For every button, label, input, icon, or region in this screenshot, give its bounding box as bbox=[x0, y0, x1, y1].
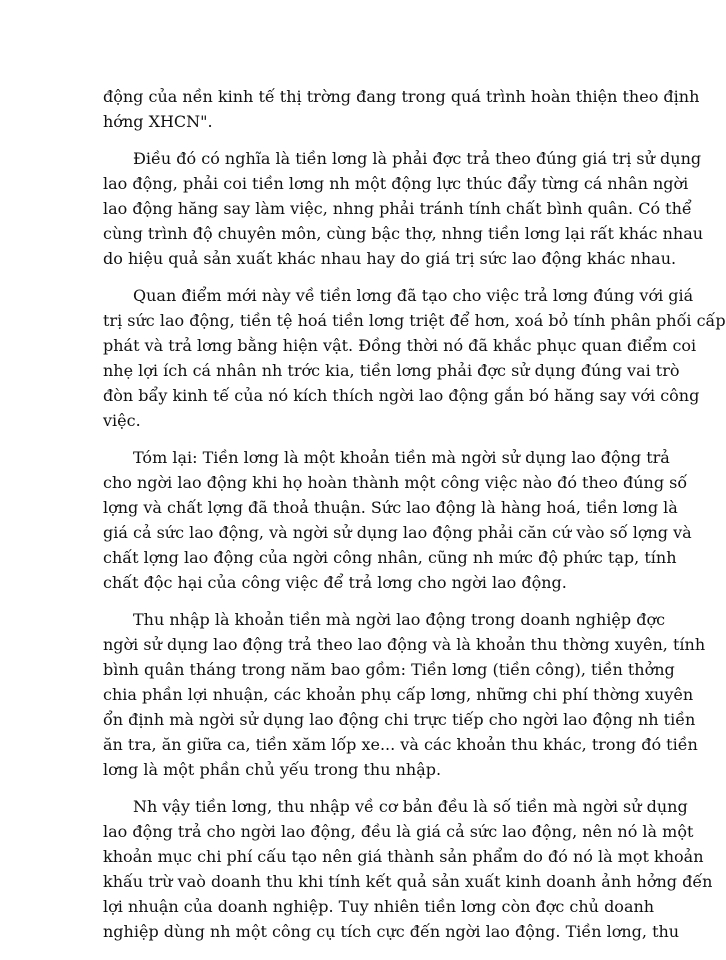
text-line: bình quân tháng trong năm bao gồm: Tiền lơng (tiền công), tiền thởng bbox=[103, 660, 675, 679]
text-line: Nh vậy tiền lơng, thu nhập về cơ bản đều là số tiền mà ngời sử dụng bbox=[133, 797, 688, 816]
text-line: việc. bbox=[103, 411, 141, 430]
paragraph-5 bbox=[103, 607, 706, 782]
text-line: hớng XHCN". bbox=[103, 112, 213, 131]
text-line: cho ngời lao động khi họ hoàn thành một công việc nào đó theo đúng số bbox=[103, 473, 688, 492]
text-line: đòn bẩy kinh tế của nó kích thích ngời lao động gắn bó hăng say với công bbox=[103, 386, 700, 405]
text-line: ổn định mà ngời sử dụng lao động chi trực tiếp cho ngời lao động nh tiền bbox=[103, 710, 696, 729]
text-line: lao động hăng say làm việc, nhng phải tránh tính chất bình quân. Có thể bbox=[103, 199, 692, 218]
text-line: ăn tra, ăn giữa ca, tiền xăm lốp xe... và các khoản thu khác, trong đó tiền bbox=[103, 735, 698, 754]
text-line: do hiệu quả sản xuất khác nhau hay do giá trị sức lao động khác nhau. bbox=[103, 249, 677, 268]
text-line: trị sức lao động, tiền tệ hoá tiền lơng triệt để hơn, xoá bỏ tính phân phối cấp bbox=[103, 311, 726, 330]
text-line: chia phần lợi nhuận, các khoản phụ cấp lơng, những chi phí thờng xuyên bbox=[103, 685, 694, 704]
text-line: Tóm lại: Tiền lơng là một khoản tiền mà ngời sử dụng lao động trả bbox=[133, 448, 670, 467]
text-line: lao động, phải coi tiền lơng nh một động lực thúc đẩy từng cá nhân ngời bbox=[103, 174, 689, 193]
text-line: động của nền kinh tế thị trờng đang trong quá trình hoàn thiện theo định bbox=[103, 87, 700, 106]
text-line: giá cả sức lao động, và ngời sử dụng lao động phải căn cứ vào số lợng và bbox=[103, 523, 692, 542]
text-line: lơng là một phần chủ yếu trong thu nhập. bbox=[103, 760, 442, 779]
text-line: phát và trả lơng bằng hiện vật. Đồng thời nó đã khắc phục quan điểm coi bbox=[103, 336, 697, 355]
document-body bbox=[103, 84, 726, 956]
text-line: nhẹ lợi ích cá nhân nh trớc kia, tiền lơng phải đợc sử dụng đúng vai trò bbox=[103, 361, 680, 380]
text-line: khoản mục chi phí cấu tạo nên giá thành sản phẩm do đó nó là mọt khoản bbox=[103, 847, 704, 866]
text-line: khấu trừ vaò doanh thu khi tính kết quả sản xuất kinh doanh ảnh hởng đến bbox=[103, 872, 713, 891]
text-line: ngời sử dụng lao động trả theo lao động và là khoản thu thờng xuyên, tính bbox=[103, 635, 706, 654]
text-line: Quan điểm mới này về tiền lơng đã tạo cho việc trả lơng đúng với giá bbox=[133, 286, 694, 305]
text-line: lợi nhuận của doanh nghiệp. Tuy nhiên tiền lơng còn đợc chủ doanh bbox=[103, 897, 655, 916]
paragraph-2 bbox=[103, 146, 704, 271]
text-line: Điều đó có nghĩa là tiền lơng là phải đợc trả theo đúng giá trị sử dụng bbox=[133, 149, 702, 168]
paragraph-1 bbox=[103, 84, 700, 134]
paragraph-3 bbox=[103, 283, 726, 433]
text-line: lao động trả cho ngời lao động, đều là giá cả sức lao động, nên nó là một bbox=[103, 822, 694, 841]
paragraph-4 bbox=[103, 445, 692, 595]
text-line: chất độc hại của công việc để trả lơng cho ngời lao động. bbox=[103, 573, 567, 592]
text-line: Thu nhập là khoản tiền mà ngời lao động trong doanh nghiệp đợc bbox=[133, 610, 666, 629]
text-line: nghiệp dùng nh một công cụ tích cực đến ngời lao động. Tiền lơng, thu bbox=[103, 922, 680, 941]
paragraph-6 bbox=[103, 794, 713, 944]
text-line: cùng trình độ chuyên môn, cùng bậc thợ, nhng tiền lơng lại rất khác nhau bbox=[103, 224, 704, 243]
text-line: chất lợng lao động của ngời công nhân, cũng nh mức độ phức tạp, tính bbox=[103, 548, 677, 567]
text-line: lợng và chất lợng đã thoả thuận. Sức lao động là hàng hoá, tiền lơng là bbox=[103, 498, 678, 517]
